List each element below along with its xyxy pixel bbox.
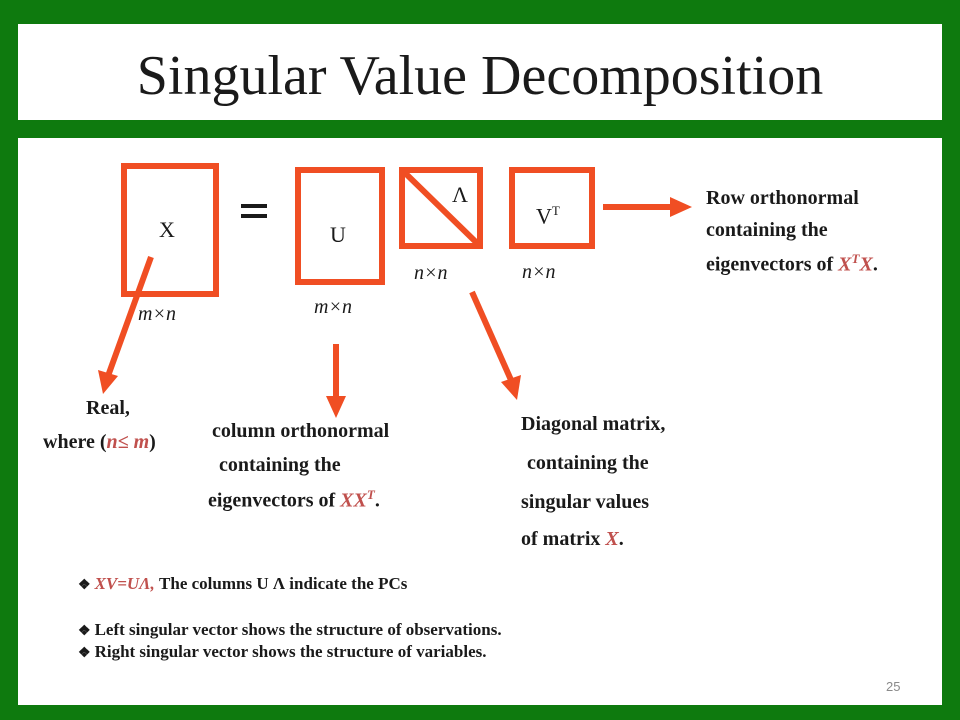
dim-lambda-label: n×n [414,262,448,284]
row-orthonormal-var: X [838,253,852,276]
column-orthonormal-end: . [374,489,380,512]
dim-vt-label: n×n [522,261,556,283]
vt-superscript: T [551,203,560,218]
row-orthonormal-end: . [872,253,878,276]
column-orthonormal-sup: T [366,487,375,502]
arrow-lambda-head [501,375,521,400]
real-line1: Real, [86,397,130,419]
real-math: n≤ m [106,431,150,453]
diagonal-var: X [605,528,619,550]
bullet-right-singular-text: Right singular vector shows the structure of variables. [94,642,487,661]
matrix-u-label: U [330,222,346,247]
arrow-u-head [326,396,346,418]
bullet-pcs-text: The columns U Λ indicate the PCs [154,574,408,593]
row-orthonormal-sup: T [851,251,860,266]
arrow-vt-head [670,197,692,217]
diamond-bullet-icon: ❖ [78,646,91,661]
diamond-bullet-icon: ❖ [78,578,91,593]
row-orthonormal-prefix: eigenvectors of [706,253,839,276]
bullet-left-singular [78,620,502,640]
column-orthonormal-line2: containing the [219,454,341,476]
bullet-right-singular [78,642,487,662]
column-orthonormal-line3 [208,487,380,513]
row-orthonormal-line2: containing the [706,219,828,241]
column-orthonormal-line1: column orthonormal [212,420,390,442]
row-orthonormal-var2: X [859,253,873,276]
arrow-lambda-line [472,292,511,380]
dim-u-label: m×n [314,296,352,318]
real-line2 [43,431,156,454]
real-prefix: where ( [43,431,107,453]
bullet-pcs [78,574,407,594]
column-orthonormal-prefix: eigenvectors of [208,489,341,512]
equals-sign-top [241,204,267,208]
bullet-pcs-math: XV=UΛ, [94,574,155,593]
diagonal-line3: singular values [521,491,649,513]
arrow-x-head [98,370,118,394]
vt-base: V [536,203,552,229]
row-orthonormal-line3 [706,251,878,277]
diagonal-end: . [618,528,624,550]
diagonal-line2: containing the [527,452,649,474]
row-orthonormal-line1: Row orthonormal [706,187,859,209]
matrix-x-label: X [159,217,175,242]
bullet-left-singular-text: Left singular vector shows the structure of observations. [94,620,502,639]
lambda-diagonal-line [402,170,480,246]
matrix-lambda-label: Λ [452,182,468,207]
diagonal-line4 [521,528,624,551]
slide-title: Singular Value Decomposition [136,45,824,107]
diamond-bullet-icon: ❖ [78,624,91,639]
dim-x-label: m×n [138,303,176,325]
page-number: 25 [886,679,901,694]
equals-sign-bottom [241,214,267,218]
matrix-vt-label [536,203,560,229]
real-suffix: ) [149,431,156,453]
diagonal-line1: Diagonal matrix, [521,413,666,435]
column-orthonormal-var: XX [340,489,367,512]
diagonal-prefix: of matrix [521,528,606,550]
